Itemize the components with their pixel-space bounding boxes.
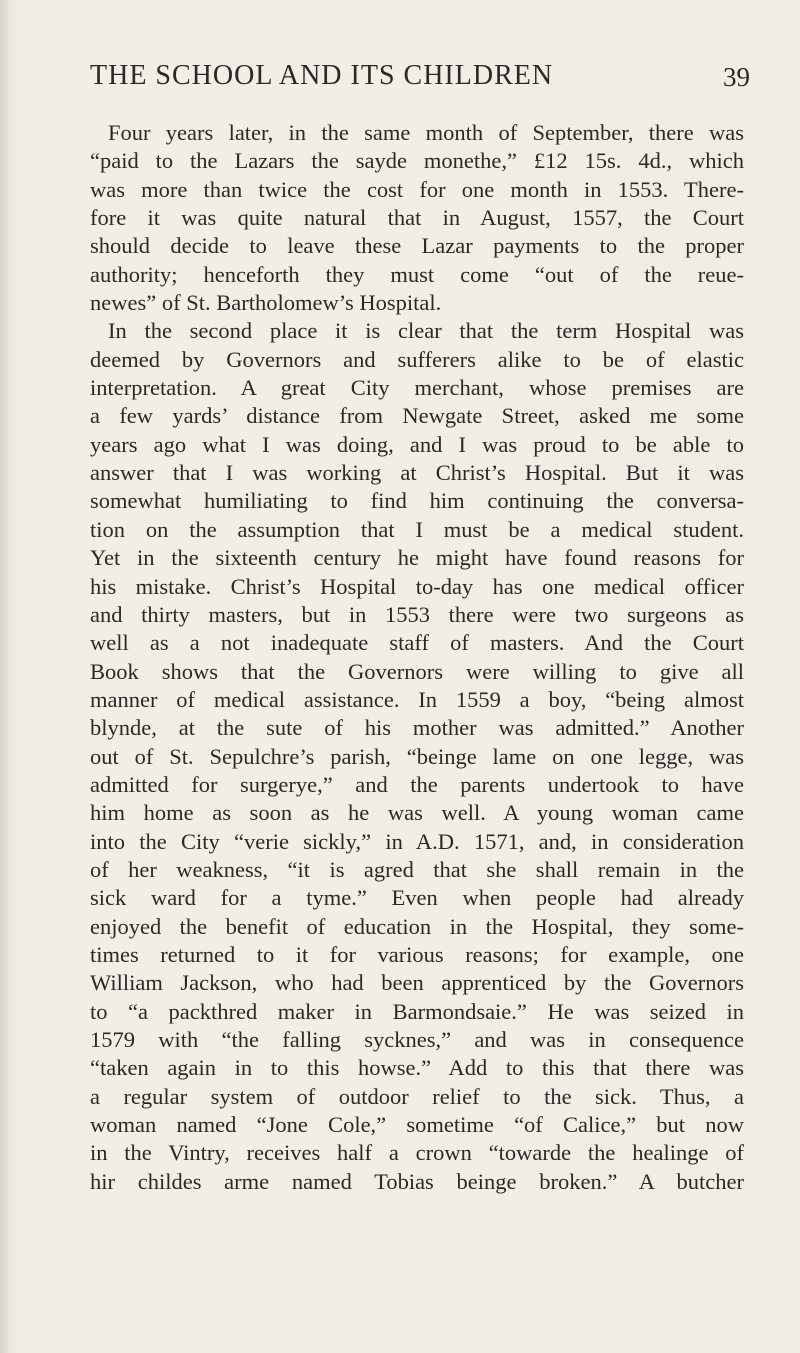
text-line: into the City “verie sickly,” in A.D. 1571, and, in consideration (90, 828, 744, 854)
text-line: hir childes arme named Tobias beinge broken.” A butcher (90, 1168, 744, 1194)
text-line: newes” of St. Bartholomew’s Hospital. (90, 290, 442, 316)
text-line: to “a packthred maker in Barmondsaie.” He was seized in (90, 998, 744, 1024)
running-head (90, 60, 750, 106)
text-line: in the Vintry, receives half a crown “towarde the healinge of (90, 1140, 744, 1166)
text-line: of her weakness, “it is agred that she shall remain in the (90, 856, 744, 882)
text-line: Yet in the sixteenth century he might have found reasons for (90, 545, 744, 571)
text-line: 1579 with “the falling sycknes,” and was in consequence (90, 1027, 744, 1052)
text-line: a few yards’ distance from Newgate Street, asked me some (90, 403, 744, 429)
page-number: 39 (723, 62, 750, 92)
text-line: times returned to it for various reasons; for example, one (90, 941, 744, 967)
text-line: out of St. Sepulchre’s parish, “beinge lame on one legge, was (90, 743, 744, 769)
text-line: years ago what I was doing, and I was proud to be able to (90, 431, 744, 457)
text-line: authority; henceforth they must come “out of the reue- (90, 261, 744, 287)
text-line: woman named “Jone Cole,” sometime “of Calice,” but now (90, 1112, 744, 1138)
text-line: tion on the assumption that I must be a medical student. (90, 516, 744, 542)
text-line: admitted for surgerye,” and the parents undertook to have (90, 771, 744, 797)
text-line: Four years later, in the same month of September, there was (108, 120, 744, 145)
text-line: somewhat humiliating to find him continuing the conversa- (90, 488, 744, 514)
text-line: Book shows that the Governors were willing to give all (90, 658, 744, 684)
text-line: and thirty masters, but in 1553 there were two surgeons as (90, 601, 744, 627)
text-line: should decide to leave these Lazar payments to the proper (90, 233, 744, 259)
text-line: William Jackson, who had been apprenticed by the Governors (90, 970, 744, 996)
body-text (90, 119, 744, 1196)
text-line: his mistake. Christ’s Hospital to-day has one medical officer (90, 573, 744, 599)
text-line: well as a not inadequate staff of masters. And the Court (90, 630, 744, 656)
text-line: enjoyed the benefit of education in the Hospital, they some- (90, 913, 744, 939)
text-line: In the second place it is clear that the term Hospital was (108, 318, 744, 344)
text-line: deemed by Governors and sufferers alike to be of elastic (90, 346, 744, 372)
text-line: fore it was quite natural that in August, 1557, the Court (90, 205, 744, 231)
text-line: blynde, at the sute of his mother was admitted.” Another (90, 715, 744, 741)
text-line: a regular system of outdoor relief to the sick. Thus, a (90, 1083, 744, 1109)
text-line: “taken again in to this howse.” Add to this that there was (90, 1055, 744, 1081)
text-line: sick ward for a tyme.” Even when people had already (90, 885, 744, 911)
text-line: answer that I was working at Christ’s Hospital. But it was (90, 460, 744, 486)
text-line: was more than twice the cost for one month in 1553. There- (90, 176, 744, 202)
text-line: him home as soon as he was well. A young woman came (90, 800, 744, 826)
running-head-title: THE SCHOOL AND ITS CHILDREN (90, 60, 554, 91)
text-line: manner of medical assistance. In 1559 a boy, “being almost (90, 686, 744, 712)
page-gutter-shadow (0, 0, 10, 1353)
text-line: “paid to the Lazars the sayde monethe,” £12 15s. 4d., which (90, 148, 744, 174)
text-line: interpretation. A great City merchant, whose premises are (90, 375, 744, 401)
